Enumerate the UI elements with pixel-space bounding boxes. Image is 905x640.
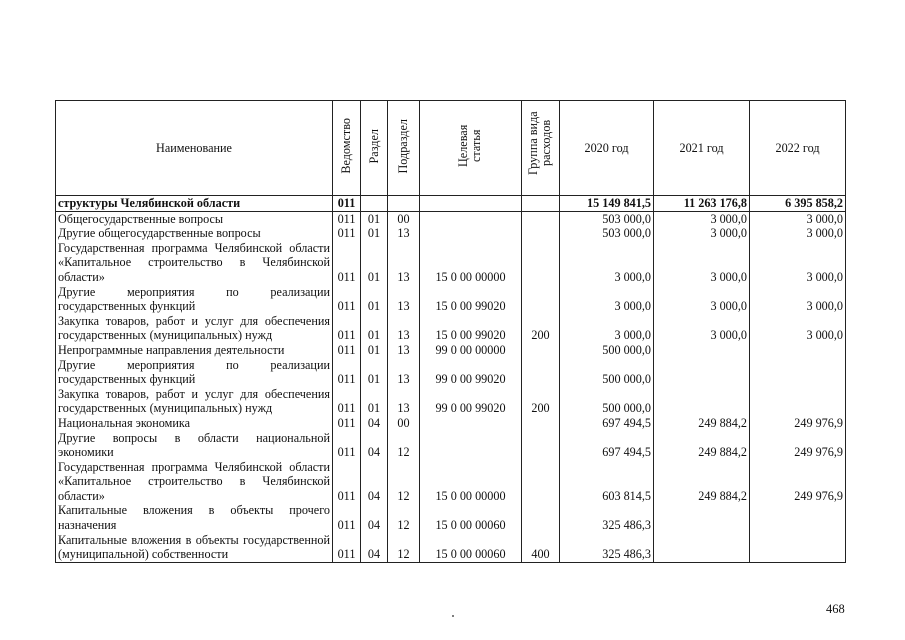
cell-podrazdel: 12 [388, 431, 420, 460]
cell-name: структуры Челябинской области [56, 196, 333, 212]
cell-2022: 6 395 858,2 [750, 196, 846, 212]
cell-vedomstvo: 011 [333, 211, 361, 226]
cell-2022 [750, 343, 846, 358]
header-podrazdel: Подраздел [388, 101, 420, 196]
cell-2021: 249 884,2 [654, 416, 750, 431]
cell-2022: 3 000,0 [750, 314, 846, 343]
cell-gruppa [522, 285, 560, 314]
cell-razdel: 04 [361, 416, 388, 431]
cell-2020: 500 000,0 [560, 343, 654, 358]
cell-2021: 11 263 176,8 [654, 196, 750, 212]
cell-2022 [750, 387, 846, 416]
cell-vedomstvo: 011 [333, 416, 361, 431]
table-row [56, 314, 846, 343]
cell-2022: 249 976,9 [750, 416, 846, 431]
cell-2021 [654, 503, 750, 532]
cell-gruppa: 400 [522, 533, 560, 563]
cell-2020: 503 000,0 [560, 226, 654, 241]
header-2020: 2020 год [560, 101, 654, 196]
cell-podrazdel: 13 [388, 241, 420, 285]
cell-2021 [654, 358, 750, 387]
cell-razdel: 01 [361, 285, 388, 314]
header-2022: 2022 год [750, 101, 846, 196]
cell-celevaya-statya: 99 0 00 99020 [420, 358, 522, 387]
cell-2020: 3 000,0 [560, 285, 654, 314]
table-row [56, 358, 846, 387]
cell-2022: 3 000,0 [750, 285, 846, 314]
cell-2021: 3 000,0 [654, 226, 750, 241]
cell-celevaya-statya: 15 0 00 00000 [420, 241, 522, 285]
cell-vedomstvo: 011 [333, 460, 361, 504]
cell-2020: 500 000,0 [560, 358, 654, 387]
table-row [56, 431, 846, 460]
cell-vedomstvo: 011 [333, 241, 361, 285]
cell-celevaya-statya: 15 0 00 00060 [420, 503, 522, 532]
cell-name: Общегосударственные вопросы [56, 211, 333, 226]
table-row [56, 533, 846, 563]
cell-razdel: 04 [361, 503, 388, 532]
header-celevaya-statya: Целевая статья [420, 101, 522, 196]
cell-celevaya-statya: 15 0 00 00000 [420, 460, 522, 504]
table-row [56, 416, 846, 431]
cell-podrazdel [388, 196, 420, 212]
table-row [56, 241, 846, 285]
cell-celevaya-statya [420, 431, 522, 460]
cell-celevaya-statya [420, 211, 522, 226]
cell-gruppa [522, 226, 560, 241]
cell-2022: 3 000,0 [750, 211, 846, 226]
cell-podrazdel: 12 [388, 460, 420, 504]
cell-gruppa [522, 211, 560, 226]
cell-name: Другие мероприятия по реализации государственных функций [56, 358, 333, 387]
cell-celevaya-statya: 99 0 00 00000 [420, 343, 522, 358]
cell-vedomstvo: 011 [333, 314, 361, 343]
cell-vedomstvo: 011 [333, 358, 361, 387]
cell-gruppa [522, 343, 560, 358]
cell-2021 [654, 387, 750, 416]
cell-celevaya-statya: 99 0 00 99020 [420, 387, 522, 416]
cell-name: Закупка товаров, работ и услуг для обеспечения государственных (муниципальных) нужд [56, 387, 333, 416]
cell-razdel: 01 [361, 226, 388, 241]
cell-2020: 503 000,0 [560, 211, 654, 226]
cell-gruppa: 200 [522, 314, 560, 343]
cell-razdel: 01 [361, 387, 388, 416]
header-2021: 2021 год [654, 101, 750, 196]
cell-name: Капитальные вложения в объекты государственной (муниципальной) собственности [56, 533, 333, 563]
cell-2022 [750, 533, 846, 563]
cell-vedomstvo: 011 [333, 285, 361, 314]
cell-vedomstvo: 011 [333, 431, 361, 460]
cell-vedomstvo: 011 [333, 387, 361, 416]
cell-podrazdel: 12 [388, 533, 420, 563]
cell-2020: 697 494,5 [560, 416, 654, 431]
table-header-row [56, 101, 846, 196]
cell-2022: 249 976,9 [750, 431, 846, 460]
cell-2020: 3 000,0 [560, 241, 654, 285]
table-row [56, 343, 846, 358]
cell-2021 [654, 533, 750, 563]
cell-2021: 3 000,0 [654, 314, 750, 343]
cell-podrazdel: 13 [388, 358, 420, 387]
cell-podrazdel: 13 [388, 343, 420, 358]
cell-celevaya-statya [420, 416, 522, 431]
table-row [56, 211, 846, 226]
cell-gruppa [522, 503, 560, 532]
cell-2022: 249 976,9 [750, 460, 846, 504]
cell-vedomstvo: 011 [333, 503, 361, 532]
cell-podrazdel: 00 [388, 416, 420, 431]
cell-name: Капитальные вложения в объекты прочего назначения [56, 503, 333, 532]
cell-2021: 3 000,0 [654, 241, 750, 285]
cell-2020: 15 149 841,5 [560, 196, 654, 212]
cell-gruppa: 200 [522, 387, 560, 416]
header-razdel: Раздел [361, 101, 388, 196]
budget-table [55, 100, 846, 563]
cell-gruppa [522, 431, 560, 460]
cell-razdel: 01 [361, 211, 388, 226]
cell-podrazdel: 13 [388, 314, 420, 343]
header-name: Наименование [56, 101, 333, 196]
cell-gruppa [522, 416, 560, 431]
scan-dot [452, 615, 454, 617]
cell-name: Закупка товаров, работ и услуг для обеспечения государственных (муниципальных) нужд [56, 314, 333, 343]
cell-razdel [361, 196, 388, 212]
cell-2020: 325 486,3 [560, 503, 654, 532]
cell-name: Другие вопросы в области национальной экономики [56, 431, 333, 460]
cell-celevaya-statya: 15 0 00 99020 [420, 285, 522, 314]
cell-podrazdel: 13 [388, 387, 420, 416]
cell-name: Другие мероприятия по реализации государственных функций [56, 285, 333, 314]
table-row [56, 460, 846, 504]
cell-podrazdel: 13 [388, 226, 420, 241]
cell-name: Государственная программа Челябинской области «Капитальное строительство в Челябинской области» [56, 241, 333, 285]
table-row [56, 196, 846, 212]
cell-2022 [750, 503, 846, 532]
cell-razdel: 01 [361, 241, 388, 285]
cell-razdel: 01 [361, 314, 388, 343]
cell-2020: 500 000,0 [560, 387, 654, 416]
cell-vedomstvo: 011 [333, 343, 361, 358]
table-row [56, 285, 846, 314]
cell-2021: 3 000,0 [654, 211, 750, 226]
page-number: 468 [826, 602, 845, 616]
cell-gruppa [522, 460, 560, 504]
cell-2020: 3 000,0 [560, 314, 654, 343]
cell-2022: 3 000,0 [750, 226, 846, 241]
cell-name: Непрограммные направления деятельности [56, 343, 333, 358]
header-gruppa-vida-rashodov: Группа вида расходов [522, 101, 560, 196]
header-vedomstvo: Ведомство [333, 101, 361, 196]
cell-2020: 697 494,5 [560, 431, 654, 460]
cell-razdel: 04 [361, 460, 388, 504]
cell-name: Национальная экономика [56, 416, 333, 431]
cell-vedomstvo: 011 [333, 533, 361, 563]
cell-celevaya-statya [420, 196, 522, 212]
cell-razdel: 01 [361, 343, 388, 358]
cell-2022: 3 000,0 [750, 241, 846, 285]
cell-2021 [654, 343, 750, 358]
table-row [56, 387, 846, 416]
cell-2021: 3 000,0 [654, 285, 750, 314]
cell-gruppa [522, 358, 560, 387]
cell-name: Другие общегосударственные вопросы [56, 226, 333, 241]
cell-celevaya-statya [420, 226, 522, 241]
table-row [56, 226, 846, 241]
cell-gruppa [522, 241, 560, 285]
cell-razdel: 04 [361, 431, 388, 460]
cell-podrazdel: 12 [388, 503, 420, 532]
cell-razdel: 04 [361, 533, 388, 563]
cell-celevaya-statya: 15 0 00 00060 [420, 533, 522, 563]
cell-2020: 325 486,3 [560, 533, 654, 563]
cell-2022 [750, 358, 846, 387]
table-row [56, 503, 846, 532]
cell-2021: 249 884,2 [654, 460, 750, 504]
cell-name: Государственная программа Челябинской области «Капитальное строительство в Челябинской области» [56, 460, 333, 504]
cell-2020: 603 814,5 [560, 460, 654, 504]
cell-vedomstvo: 011 [333, 196, 361, 212]
cell-razdel: 01 [361, 358, 388, 387]
cell-celevaya-statya: 15 0 00 99020 [420, 314, 522, 343]
cell-podrazdel: 13 [388, 285, 420, 314]
cell-podrazdel: 00 [388, 211, 420, 226]
cell-gruppa [522, 196, 560, 212]
cell-vedomstvo: 011 [333, 226, 361, 241]
cell-2021: 249 884,2 [654, 431, 750, 460]
